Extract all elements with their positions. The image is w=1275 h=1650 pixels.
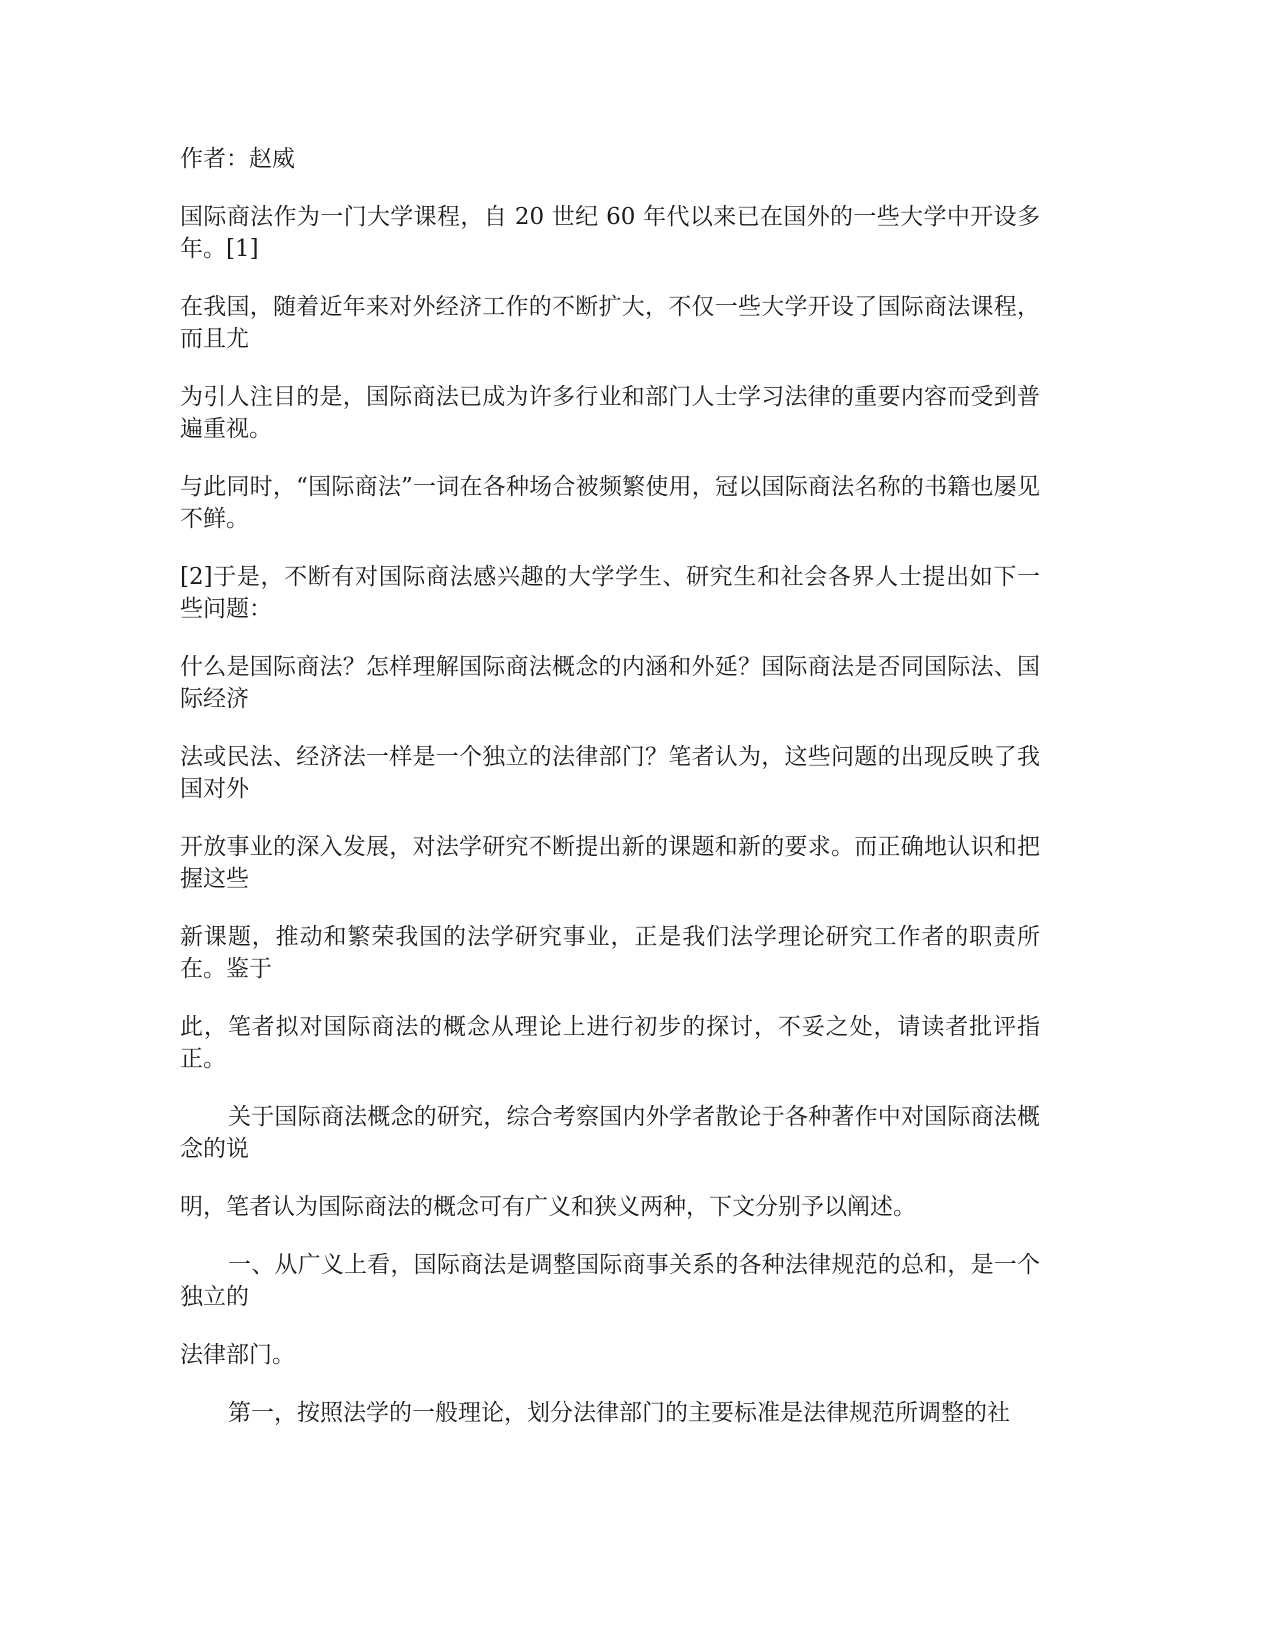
- paragraph: 国际商法作为一门大学课程，自 20 世纪 60 年代以来已在国外的一些大学中开设多年。[1]: [180, 204, 1040, 262]
- paragraph: 什么是国际商法？怎样理解国际商法概念的内涵和外延？国际商法是否同国际法、国际经济: [180, 654, 1040, 712]
- document-page: [180, 143, 1040, 1455]
- author-line: 作者：赵威: [180, 146, 295, 172]
- paragraph: 明，笔者认为国际商法的概念可有广义和狭义两种，下文分别予以阐述。: [180, 1194, 916, 1220]
- paragraph: 在我国，随着近年来对外经济工作的不断扩大，不仅一些大学开设了国际商法课程，而且尤: [180, 294, 1040, 352]
- paragraph: 新课题，推动和繁荣我国的法学研究事业，正是我们法学理论研究工作者的职责所在。鉴于: [180, 924, 1040, 982]
- paragraph: 法或民法、经济法一样是一个独立的法律部门？笔者认为，这些问题的出现反映了我国对外: [180, 744, 1040, 802]
- paragraph: 与此同时，“国际商法”一词在各种场合被频繁使用，冠以国际商法名称的书籍也屡见不鲜。: [180, 474, 1040, 532]
- paragraph: 关于国际商法概念的研究，综合考察国内外学者散论于各种著作中对国际商法概念的说: [180, 1104, 1040, 1162]
- paragraph: 第一，按照法学的一般理论，划分法律部门的主要标准是法律规范所调整的社: [228, 1400, 1010, 1426]
- paragraph: 此，笔者拟对国际商法的概念从理论上进行初步的探讨，不妥之处，请读者批评指正。: [180, 1014, 1040, 1072]
- paragraph: [2]于是，不断有对国际商法感兴趣的大学学生、研究生和社会各界人士提出如下一些问题：: [180, 564, 1040, 622]
- paragraph: 开放事业的深入发展，对法学研究不断提出新的课题和新的要求。而正确地认识和把握这些: [180, 834, 1040, 892]
- paragraph: 为引人注目的是，国际商法已成为许多行业和部门人士学习法律的重要内容而受到普遍重视。: [180, 384, 1040, 442]
- body-text: [180, 201, 1040, 1429]
- paragraph: 一、从广义上看，国际商法是调整国际商事关系的各种法律规范的总和，是一个独立的: [180, 1252, 1040, 1310]
- paragraph: 法律部门。: [180, 1342, 295, 1368]
